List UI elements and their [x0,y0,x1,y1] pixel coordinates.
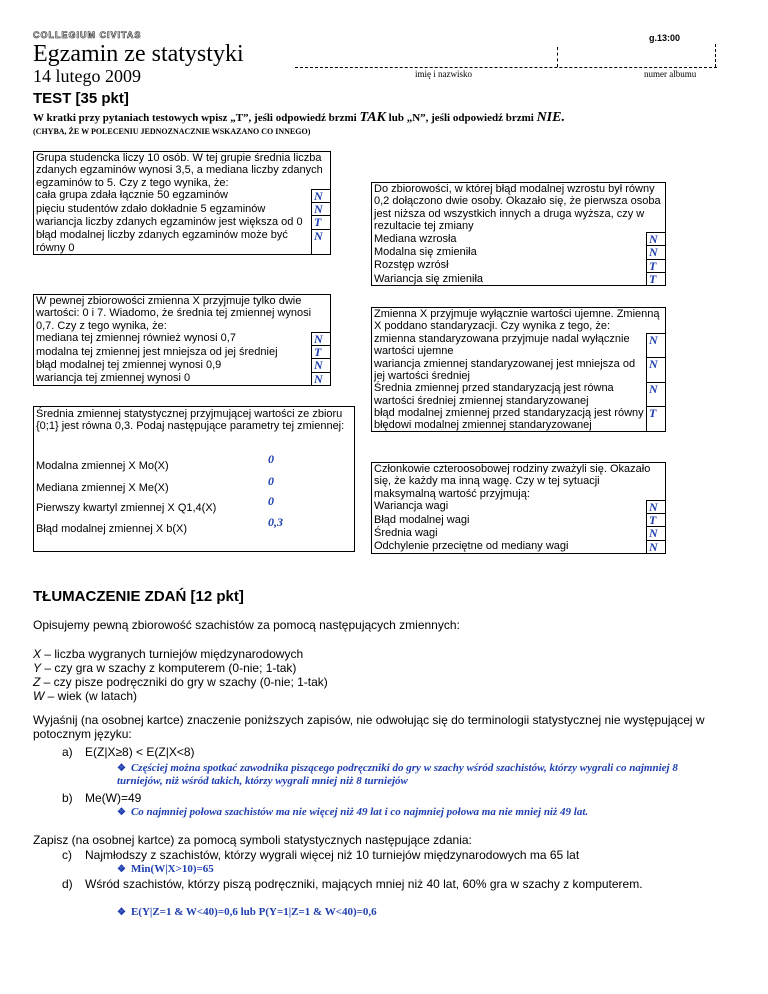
question-stem: Zmienna X przyjmuje wyłącznie wartości ujemne. Zmienną X poddano standaryzacji. Czy wynika z tego, że: [372,308,666,334]
question-stem: Grupa studencka liczy 10 osób. W tej grupie średnia liczba zdanych egzaminów wynosi 3,5, a mediana liczby zdanych egzaminów to 5. Czy z tego wynika, że: [34,152,331,190]
translation-heading: TŁUMACZENIE ZDAŃ [12 pkt] [33,588,244,605]
write-instruction: Zapisz (na osobnej kartce) za pomocą symboli statystycznych następujące zdania: [33,833,472,847]
answer-box[interactable]: N [312,229,331,254]
test-instruction [33,110,565,126]
param-label: Pierwszy kwartyl zmiennej X Q1,4(X) [36,502,217,514]
question-stem: W pewnej zbiorowości zmienna X przyjmuje tylko dwie wartości: 0 i 7. Wiadomo, że średnia tej zmiennej wynosi 0,7. Czy z tego wynika, że: [34,295,331,333]
item-text: zmienna standaryzowana przyjmuje nadal wyłącznie wartości ujemne [372,333,647,358]
item-text: Średnia zmiennej przed standaryzacją jest równa wartości średniej zmiennej standaryzowanej [372,382,647,407]
album-divider [715,44,716,67]
question-stem: Członkowie czteroosobowej rodziny zważyli się. Okazało się, że każdy ma inną wagę. Czy w tej sytuacji maksymalną wartość przyjmują: [372,463,666,501]
item-text: wariancja tej zmiennej wynosi 0 [34,372,312,385]
answer-box[interactable]: N [647,333,666,358]
question-stem: Do zbiorowości, w której błąd modalnej wzrostu był równy 0,2 dołączono dwie osoby. Okazało się, że pierwsza osoba jest niższa od wszystkich innych a druga wyższa, czy w rezultacie tej zmiany [372,183,666,233]
item-c-label: c) [62,848,72,862]
instruction-part-b: lub „N”, jeśli odpowiedź brzmi [385,112,537,124]
param-answer[interactable]: 0 [268,452,274,466]
item-text: Błąd modalnej wagi [372,514,647,527]
item-text: Modalna się zmieniła [372,246,647,259]
param-label: Błąd modalnej zmiennej X b(X) [36,523,188,535]
param-answer[interactable]: 0,3 [268,515,283,529]
diamond-bullet-icon: ❖ [117,763,126,774]
album-caption: numer albumu [644,69,697,79]
question-stem: Średnia zmiennej statystycznej przyjmującej wartości ze zbioru {0;1} jest równa 0,3. Podaj następujące parametry tej zmiennej: [36,408,345,433]
item-text: cała grupa zdała łącznie 50 egzaminów [34,189,312,202]
variable-symbol: X [33,647,42,661]
item-a-answer [117,762,717,788]
item-b-expr: Me(W)=49 [85,791,142,805]
variable-item [33,661,328,675]
page-title: Egzamin ze statystyki [33,41,244,67]
item-d-answer [117,906,377,918]
question-6 [371,462,666,554]
answer-box[interactable]: T [312,216,331,229]
answer-box[interactable]: T [647,273,666,286]
translation-intro: Opisujemy pewną zbiorowość szachistów za pomocą następujących zmiennych: [33,618,460,632]
answer-box[interactable]: N [647,233,666,246]
instruction-part-a: W kratki przy pytaniach testowych wpisz „T”, jeśli odpowiedź brzmi [33,112,360,124]
item-text: Odchylenie przeciętne od mediany wagi [372,540,647,553]
item-a-answer-text: Częściej można spotkać zawodnika piszącego podręczniki do gry w szachy wśród szachistów, którzy wygrali co najmniej 8 turniejów, niż wśród takich, którzy wygrali mniej niż 8 turniejów [117,762,678,787]
variable-symbol: Y [33,661,42,675]
item-text: Rozstęp wzrósł [372,259,647,272]
answer-box[interactable]: T [312,346,331,359]
variable-list [33,647,328,703]
logo: COLLEGIUM CIVITAS [33,30,142,40]
item-text: Wariancja wagi [372,500,647,513]
variable-desc: – czy pisze podręczniki do gry w szachy (0-nie; 1-tak) [40,675,328,689]
item-b-answer [117,806,717,819]
item-b-label: b) [62,791,73,805]
diamond-bullet-icon: ❖ [117,807,126,818]
exam-date: 14 lutego 2009 [33,66,141,86]
name-line [295,67,717,68]
explain-instruction: Wyjaśnij (na osobnej kartce) znaczenie poniższych zapisów, nie odwołując się do terminologii statystycznej nie występującej w potocznym języku: [33,713,705,741]
item-text: błąd modalnej tej zmiennej wynosi 0,9 [34,359,312,372]
param-answer[interactable]: 0 [268,494,274,508]
item-text: mediana tej zmiennej również wynosi 0,7 [34,332,312,345]
question-1 [33,151,331,255]
variable-item [33,647,328,661]
answer-box[interactable]: N [647,382,666,407]
item-text: błąd modalnej zmiennej przed standaryzacją jest równy błędowi modalnej zmiennej standaryzowanej [372,407,647,432]
answer-box[interactable]: N [647,527,666,540]
tak-word: TAK [359,110,386,125]
name-caption: imię i nazwisko [415,69,472,79]
item-c-answer [117,863,214,875]
item-d-answer-text: E(Y|Z=1 & W<40)=0,6 lub P(Y=1|Z=1 & W<40)=0,6 [130,906,377,918]
item-text: wariancja liczby zdanych egzaminów jest większa od 0 [34,216,312,229]
answer-box[interactable]: T [647,259,666,272]
test-instruction-note: (CHYBA, ŻE W POLECENIU JEDNOZNACZNIE WSKAZANO CO INNEGO) [33,127,311,136]
param-label: Mediana zmiennej X Me(X) [36,482,169,494]
answer-box[interactable]: N [312,372,331,385]
test-heading: TEST [35 pkt] [33,90,129,107]
diamond-bullet-icon: ❖ [117,864,126,875]
param-answer[interactable]: 0 [268,474,274,488]
variable-desc: – wiek (w latach) [44,689,138,703]
item-text: Średnia wagi [372,527,647,540]
answer-box[interactable]: N [312,359,331,372]
answer-box[interactable]: T [647,514,666,527]
item-text: modalna tej zmiennej jest mniejsza od jej średniej [34,346,312,359]
item-text: Mediana wzrosła [372,233,647,246]
question-2 [33,294,331,386]
variable-desc: – czy gra w szachy z komputerem (0-nie; 1-tak) [41,661,297,675]
item-c-text: Najmłodszy z szachistów, którzy wygrali więcej niż 10 turniejów międzynarodowych ma 65 lat [85,848,580,862]
answer-box[interactable]: N [312,332,331,345]
item-b-answer-text: Co najmniej połowa szachistów ma nie więcej niż 49 lat i co najmniej połowa ma nie mniej niż 49 lat. [130,806,589,818]
variable-desc: – liczba wygranych turniejów międzynarodowych [41,647,304,661]
name-divider [557,47,558,67]
item-text: Wariancja się zmieniła [372,273,647,286]
answer-box[interactable]: N [647,540,666,553]
answer-box[interactable]: N [647,246,666,259]
nie-word: NIE. [536,110,565,125]
param-label: Modalna zmiennej X Mo(X) [36,460,169,472]
answer-box[interactable]: N [312,189,331,202]
item-text: wariancja zmiennej standaryzowanej jest mniejsza od jej wartości średniej [372,358,647,383]
answer-box[interactable]: N [647,500,666,513]
variable-item [33,689,328,703]
item-a-expr: E(Z|X≥8) < E(Z|X<8) [85,745,195,759]
answer-box[interactable]: N [312,203,331,216]
question-4 [371,182,666,286]
item-a-label: a) [62,745,73,759]
answer-box[interactable]: N [647,358,666,383]
item-d-text: Wśród szachistów, którzy piszą podręczniki, mających mniej niż 40 lat, 60% gra w szachy z komputerem. [85,877,643,891]
variable-symbol: W [33,689,45,703]
group-label: g.13:00 [649,33,681,43]
item-text: pięciu studentów zdało dokładnie 5 egzaminów [34,203,312,216]
question-5 [371,307,666,432]
variable-item [33,675,328,689]
diamond-bullet-icon: ❖ [117,907,126,918]
variable-symbol: Z [33,675,41,689]
item-d-label: d) [62,877,73,891]
answer-box[interactable]: T [647,407,666,432]
item-c-answer-text: Min(W|X>10)=65 [130,863,214,875]
item-text: błąd modalnej liczby zdanych egzaminów może być równy 0 [34,229,312,254]
